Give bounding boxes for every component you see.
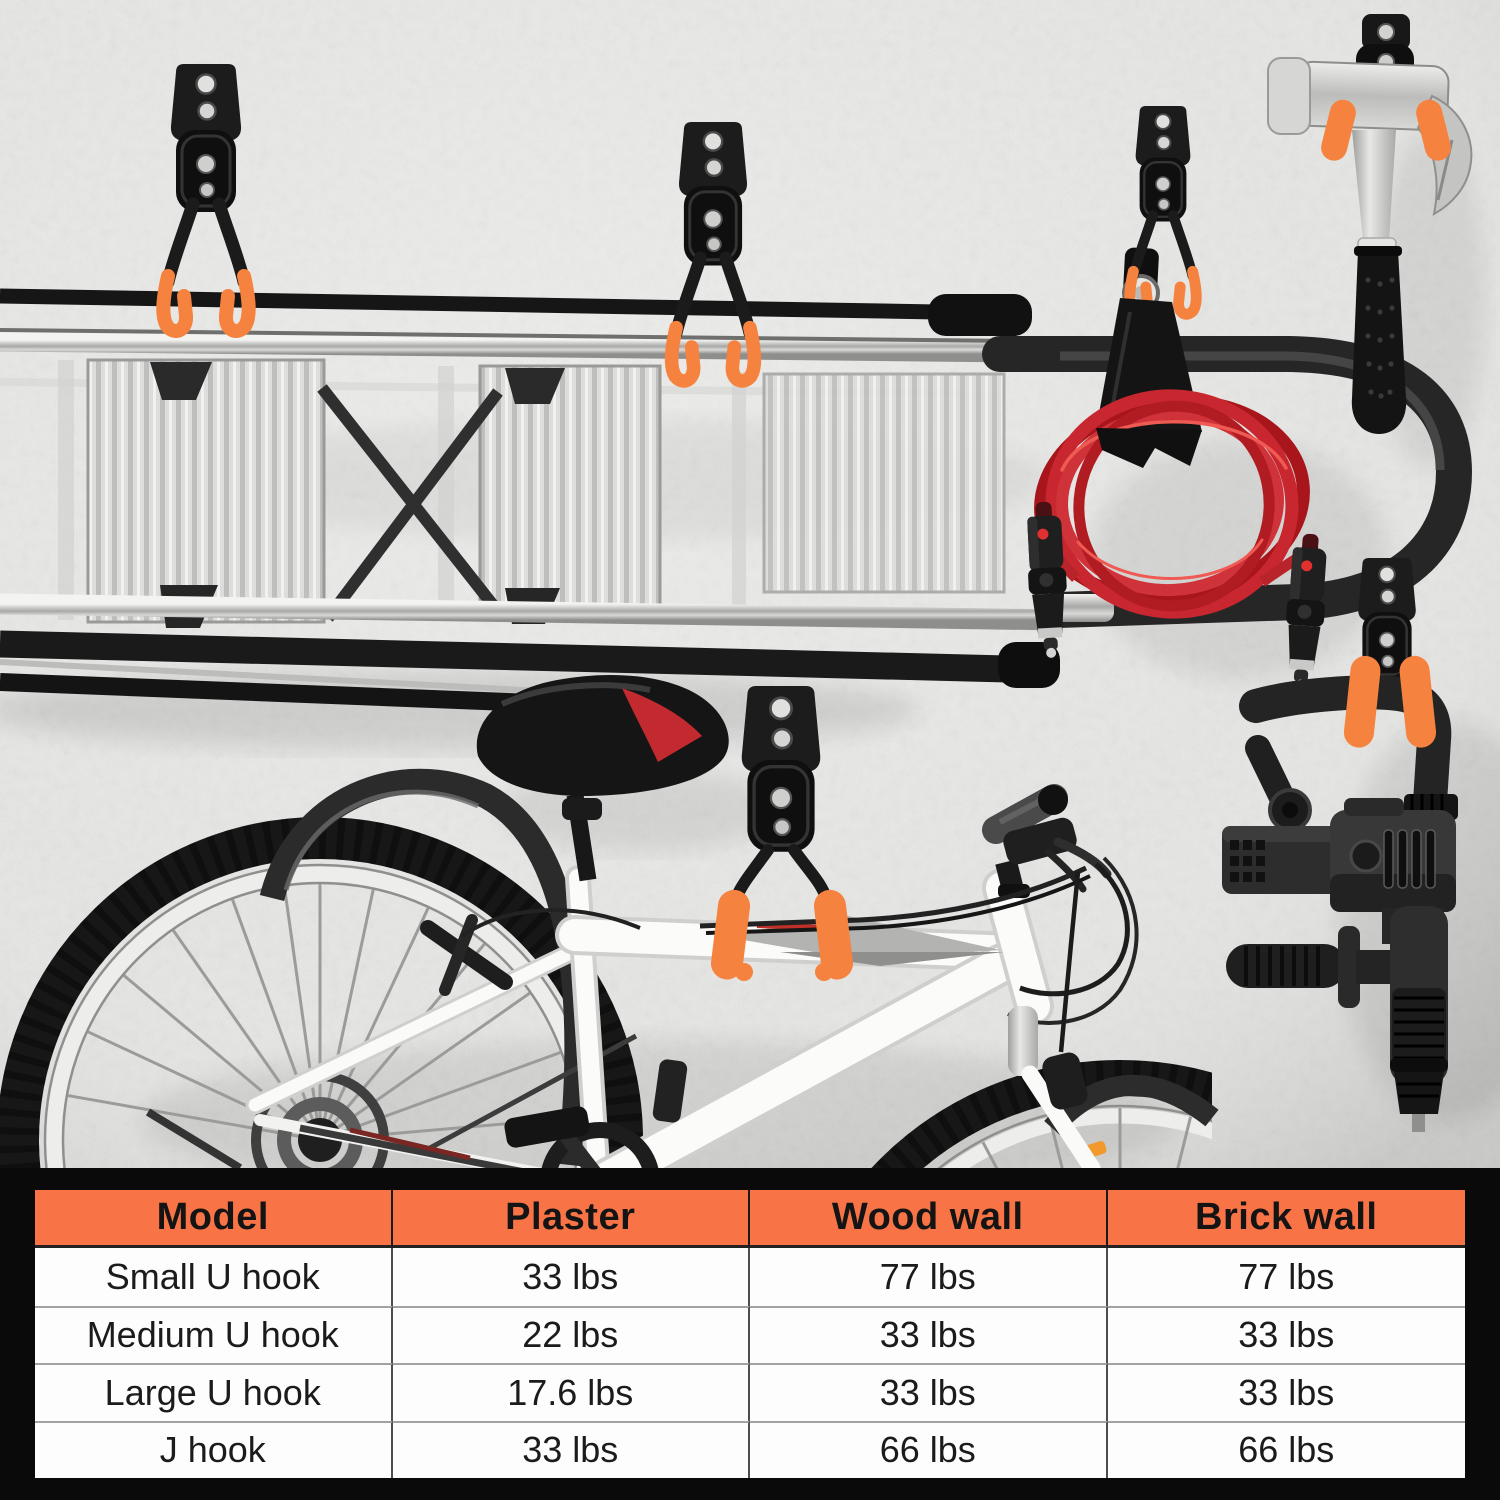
table-header-plaster: Plaster	[393, 1190, 751, 1248]
ladder-steps	[88, 360, 1004, 628]
table-cell: 33 lbs	[750, 1363, 1108, 1421]
table-cell: 66 lbs	[750, 1421, 1108, 1479]
table-cell: J hook	[35, 1421, 393, 1479]
table-header-wood-wall: Wood wall	[750, 1190, 1108, 1248]
table-cell: 33 lbs	[393, 1421, 751, 1479]
table-cell: Medium U hook	[35, 1306, 393, 1364]
table-cell: 66 lbs	[1108, 1421, 1466, 1479]
table-cell: Small U hook	[35, 1248, 393, 1306]
table-cell: Large U hook	[35, 1363, 393, 1421]
capacity-table	[35, 1190, 1465, 1478]
table-cell: 17.6 lbs	[393, 1363, 751, 1421]
table-cell: 77 lbs	[750, 1248, 1108, 1306]
table-header-model: Model	[35, 1190, 393, 1248]
table-cell: 33 lbs	[393, 1248, 751, 1306]
table-cell: 77 lbs	[1108, 1248, 1466, 1306]
table-cell: 33 lbs	[1108, 1306, 1466, 1364]
table-cell: 33 lbs	[1108, 1363, 1466, 1421]
capacity-table-frame	[0, 1168, 1500, 1500]
table-cell: 22 lbs	[393, 1306, 751, 1364]
table-header-brick-wall: Brick wall	[1108, 1190, 1466, 1248]
table-cell: 33 lbs	[750, 1306, 1108, 1364]
